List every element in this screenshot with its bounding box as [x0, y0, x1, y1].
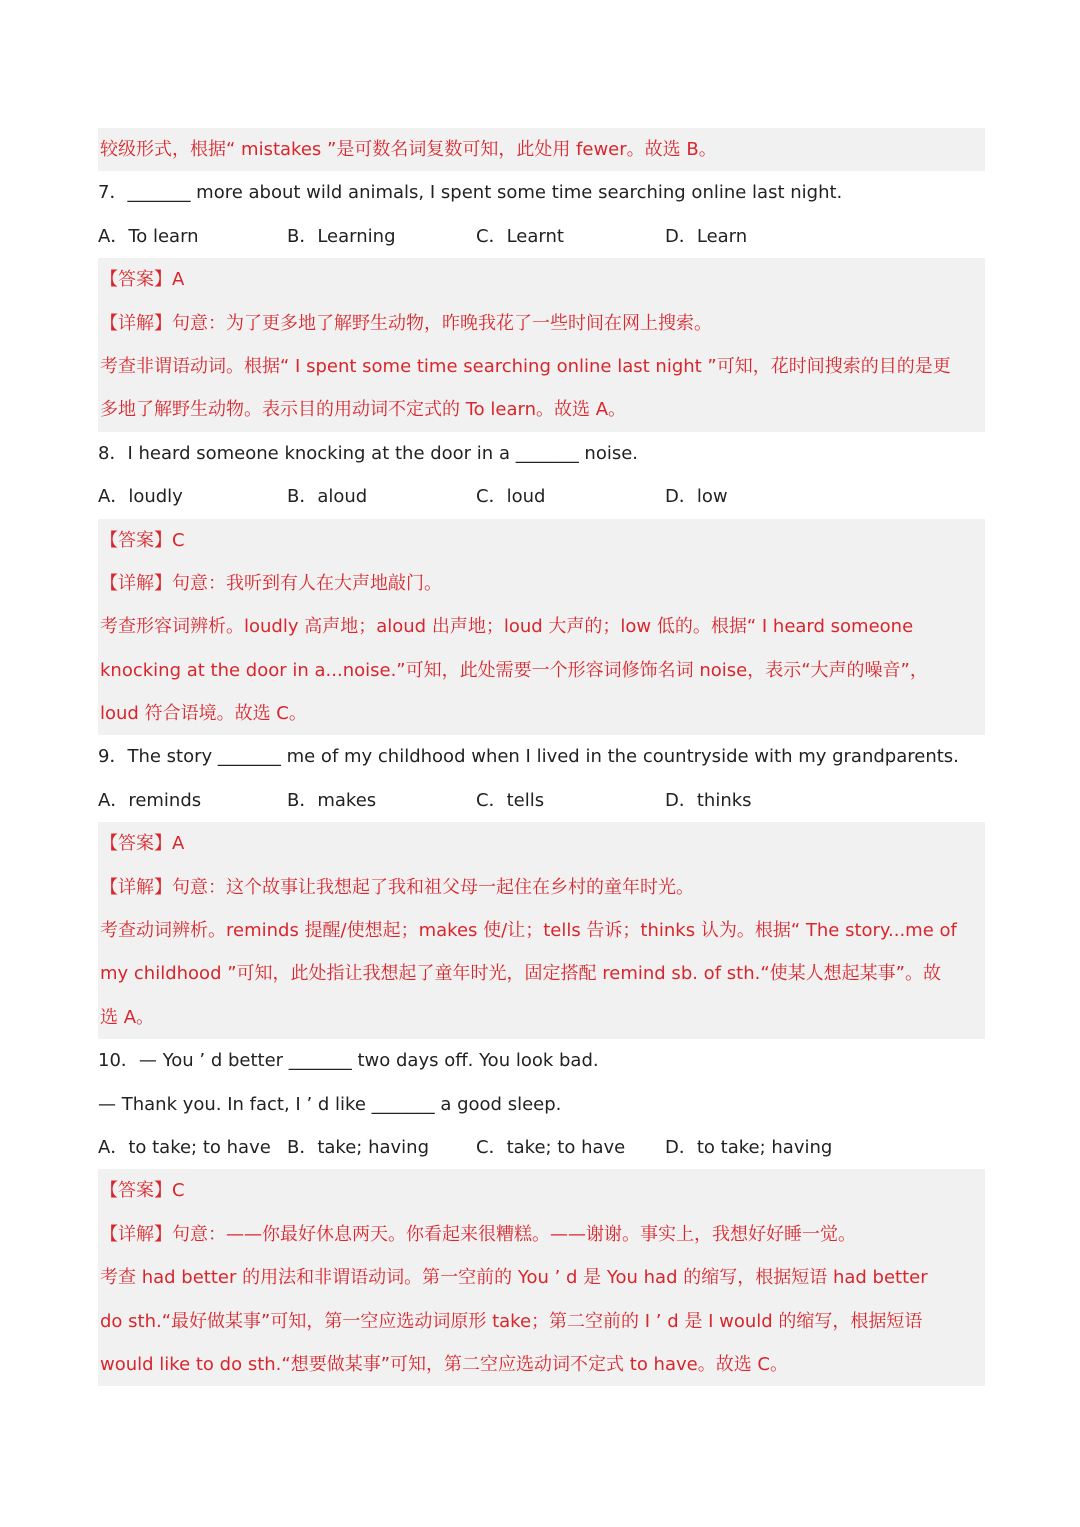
option-choice: A．loudly: [98, 486, 183, 508]
explanation-line: 考查形容词辨析。loudly 高声地；aloud 出声地；loud 大声的；low 低的。根据“ I heard someone: [100, 616, 914, 638]
question-block: [98, 432, 985, 519]
question-stem: 7．_______ more about wild animals, I spent some time searching online last night.: [98, 182, 843, 204]
option-choice: D．to take; having: [665, 1136, 833, 1158]
option-choice: D．Learn: [665, 225, 748, 247]
option-choice: C．take; to have: [476, 1136, 626, 1158]
answer-explanation-block: [98, 128, 985, 171]
explanation-line: 【详解】句意：为了更多地了解野生动物，昨晚我花了一些时间在网上搜索。: [100, 312, 712, 334]
answer-explanation-block: [98, 519, 985, 736]
options-row: [98, 779, 985, 822]
explanation-line: 选 A。: [100, 1006, 155, 1028]
explanation-line: 考查动词辨析。reminds 提醒/使想起；makes 使/让；tells 告诉；thinks 认为。根据“ The story...me of: [100, 920, 957, 942]
explanation-line: 【详解】句意：这个故事让我想起了我和祖父母一起住在乡村的童年时光。: [100, 876, 694, 898]
option-choice: D．low: [665, 486, 728, 508]
question-stem: — Thank you. In fact, I ’ d like _______ a good sleep.: [98, 1093, 562, 1115]
question-block: [98, 171, 985, 258]
explanation-line: 【详解】句意：我听到有人在大声地敲门。: [100, 572, 442, 594]
option-choice: B．makes: [287, 789, 377, 811]
question-stem: 8．I heard someone knocking at the door in a _______ noise.: [98, 442, 639, 464]
option-choice: D．thinks: [665, 789, 752, 811]
options-row: [98, 1126, 985, 1169]
explanation-line: 较级形式，根据“ mistakes ”是可数名词复数可知，此处用 fewer。故选 B。: [100, 139, 717, 160]
explanation-line: 【答案】C: [100, 529, 185, 551]
question-stem: 10．— You ’ d better _______ two days off. You look bad.: [98, 1050, 599, 1072]
explanation-line: 【详解】句意：——你最好休息两天。你看起来很糟糕。——谢谢。事实上，我想好好睡一觉。: [100, 1223, 856, 1245]
question-block: [98, 735, 985, 822]
option-choice: A．to take; to have: [98, 1136, 271, 1158]
explanation-line: 多地了解野生动物。表示目的用动词不定式的 To learn。故选 A。: [100, 399, 627, 421]
explanation-line: 【答案】C: [100, 1180, 185, 1202]
explanation-line: my childhood ”可知，此处指让我想起了童年时光，固定搭配 remind sb. of sth.“使某人想起某事”。故: [100, 963, 941, 985]
explanation-line: 考查非谓语动词。根据“ I spent some time searching online last night ”可知，花时间搜索的目的是更: [100, 355, 951, 377]
explanation-line: loud 符合语境。故选 C。: [100, 703, 307, 725]
option-choice: C．Learnt: [476, 225, 564, 247]
option-choice: A．reminds: [98, 789, 202, 811]
explanation-line: 【答案】A: [100, 269, 185, 291]
answer-explanation-block: [98, 258, 985, 432]
option-choice: A．To learn: [98, 225, 199, 247]
question-stem: 9．The story _______ me of my childhood when I lived in the countryside with my grandparents.: [98, 746, 959, 768]
answer-explanation-block: [98, 822, 985, 1039]
options-row: [98, 475, 985, 518]
explanation-line: 【答案】A: [100, 833, 185, 855]
options-row: [98, 215, 985, 258]
explanation-line: do sth.“最好做某事”可知，第一空应选动词原形 take；第二空前的 I ’ d 是 I would 的缩写，根据短语: [100, 1310, 923, 1332]
answer-explanation-block: [98, 1169, 985, 1386]
explanation-line: knocking at the door in a...noise.”可知，此处需要一个形容词修饰名词 noise，表示“大声的噪音”，: [100, 659, 928, 681]
option-choice: B．take; having: [287, 1136, 430, 1158]
explanation-line: would like to do sth.“想要做某事”可知，第二空应选动词不定式 to have。故选 C。: [100, 1353, 789, 1375]
question-block: [98, 1039, 985, 1169]
option-choice: B．aloud: [287, 486, 368, 508]
option-choice: C．tells: [476, 789, 545, 811]
document-page: [98, 128, 985, 1386]
option-choice: B．Learning: [287, 225, 396, 247]
explanation-line: 考查 had better 的用法和非谓语动词。第一空前的 You ’ d 是 You had 的缩写，根据短语 had better: [100, 1267, 928, 1289]
option-choice: C．loud: [476, 486, 546, 508]
